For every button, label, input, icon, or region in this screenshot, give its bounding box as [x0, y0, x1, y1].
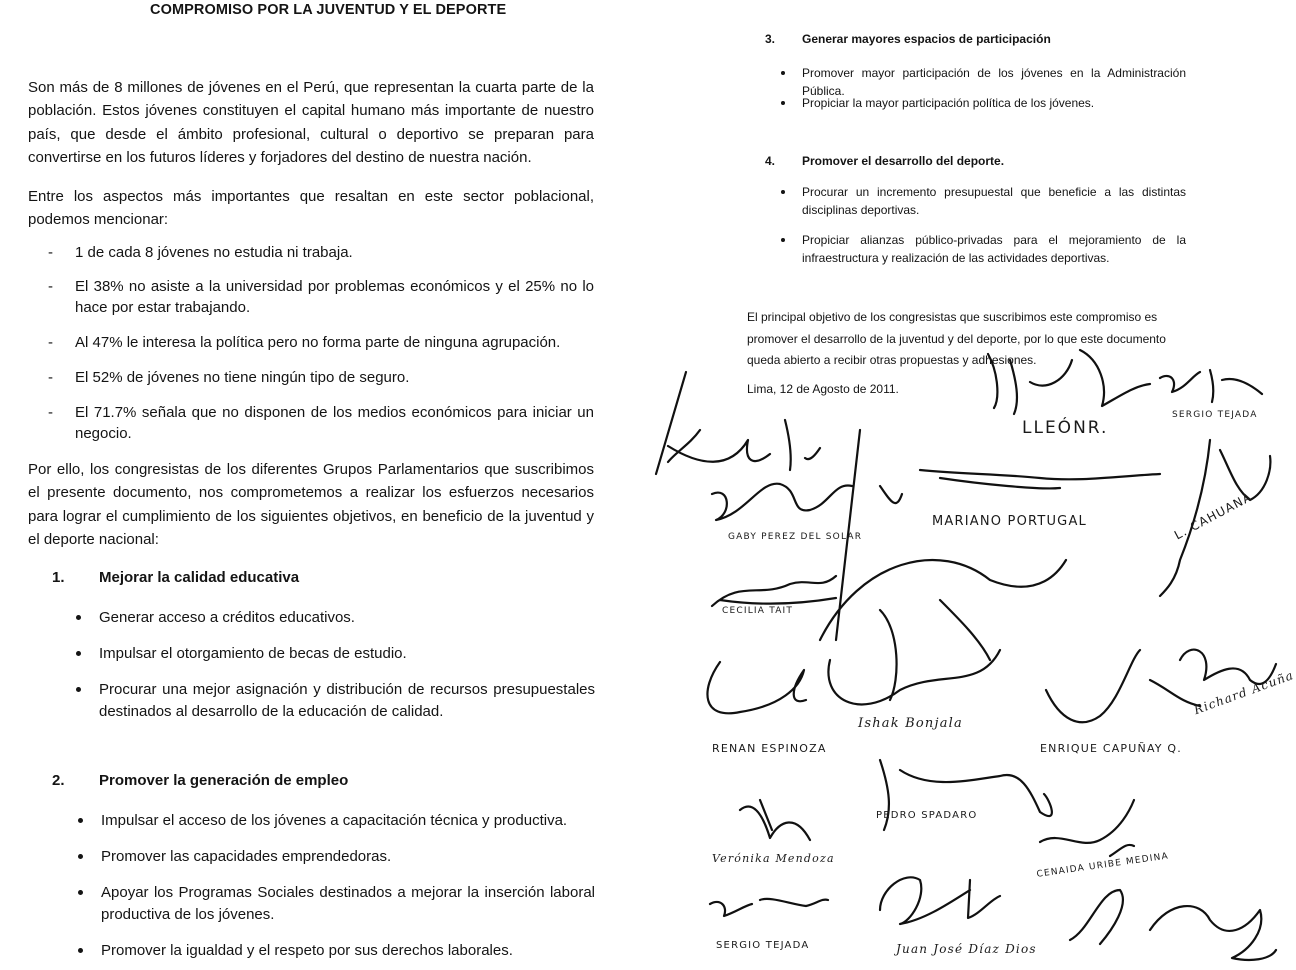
signature-name: ENRIQUE CAPUÑAY Q.	[1040, 742, 1182, 755]
dash-marker: -	[48, 404, 53, 421]
handwritten-signature	[712, 576, 836, 606]
bullet-text: Propiciar alianzas público-privadas para el mejoramiento de la infraestructura y realización de las actividades deportivas.	[802, 233, 1186, 265]
bullet-text: Impulsar el otorgamiento de becas de estudio.	[99, 645, 407, 662]
bullet-text: Propiciar la mayor participación política de los jóvenes.	[802, 96, 1095, 110]
signature-name: CENAIDA URIBE MEDINA	[1036, 851, 1170, 880]
signature-name: L. CAHUANA	[1172, 489, 1255, 543]
dash-marker: -	[48, 244, 53, 261]
section-title: Mejorar la calidad educativa	[99, 569, 300, 586]
handwritten-signature	[707, 662, 806, 713]
closing-paragraph: El principal objetivo de los congresistas que suscribimos este compromiso es promover el desarrollo de la juventud y del deporte, por lo que este documento queda abierto a recibir otras propuestas y adhesiones.	[747, 310, 1166, 367]
signature-name: MARIANO PORTUGAL	[932, 514, 1087, 529]
bullet-text: Apoyar los Programas Sociales destinados a mejorar la inserción laboral productiva de los jóvenes.	[101, 884, 595, 923]
place-date: Lima, 12 de Agosto de 2011.	[747, 382, 899, 396]
bullet-text: Promover mayor participación de los jóvenes en la Administración Pública.	[802, 66, 1186, 98]
aspects-intro-paragraph: Entre los aspectos más importantes que resaltan en este sector poblacional, podemos mencionar:	[28, 188, 594, 229]
section-title: Generar mayores espacios de participación	[802, 32, 1051, 46]
handwritten-signature	[1150, 906, 1276, 960]
signature-name: CECILIA TAIT	[722, 606, 794, 616]
document-title: COMPROMISO POR LA JUVENTUD Y EL DEPORTE	[150, 2, 507, 18]
handwritten-signature	[656, 372, 820, 474]
section-number: 2.	[52, 772, 65, 789]
fact-text: El 52% de jóvenes no tiene ningún tipo de seguro.	[75, 369, 410, 386]
section-number: 3.	[765, 32, 776, 46]
bullet-text: Procurar un incremento presupuestal que beneficie a las distintas disciplinas deportivas.	[802, 185, 1186, 217]
commitment-paragraph: Por ello, los congresistas de los diferentes Grupos Parlamentarios que suscribimos el presente documento, nos comprometemos a realizar los esfuerzos necesarios para lograr el cumplimiento de los siguientes objetivos, en beneficio de la juventud y el deporte nacional:	[28, 461, 594, 548]
signature-name: GABY PEREZ DEL SOLAR	[728, 532, 863, 542]
section-title: Promover el desarrollo del deporte.	[802, 154, 1005, 168]
signature-name: PEDRO SPADARO	[876, 810, 978, 821]
section-title: Promover la generación de empleo	[99, 772, 349, 789]
bullet-text: Promover la igualdad y el respeto por sus derechos laborales.	[101, 942, 513, 959]
bullet-text: Promover las capacidades emprendedoras.	[101, 848, 392, 865]
fact-text: 1 de cada 8 jóvenes no estudia ni trabaja.	[75, 244, 353, 261]
handwritten-signature	[1160, 370, 1262, 402]
bullet-text: Impulsar el acceso de los jóvenes a capacitación técnica y productiva.	[101, 812, 568, 829]
section-number: 1.	[52, 569, 65, 586]
signature-name: SERGIO TEJADA	[716, 940, 810, 951]
signature-name: Juan José Díaz Dios	[896, 942, 1037, 956]
signature-name: Richard Acuña	[1192, 667, 1296, 718]
signature-name: Verónika Mendoza	[712, 852, 835, 865]
fact-text: El 38% no asiste a la universidad por problemas económicos y el 25% no lo hace por estar trabajando.	[75, 278, 594, 316]
section-number: 4.	[765, 154, 776, 168]
handwritten-signature	[920, 470, 1160, 488]
bullet-text: Generar acceso a créditos educativos.	[99, 609, 355, 626]
handwritten-signature	[988, 350, 1150, 414]
handwritten-signature	[820, 560, 1066, 704]
signature-name: LLEÓNR.	[1022, 418, 1109, 438]
dash-marker: -	[48, 369, 53, 386]
signature-name: SERGIO TEJADA	[1172, 410, 1258, 420]
dash-marker: -	[48, 278, 53, 295]
fact-text: El 71.7% señala que no disponen de los medios económicos para iniciar un negocio.	[75, 404, 594, 442]
handwritten-signature	[710, 899, 828, 916]
handwritten-signature	[740, 800, 810, 840]
handwritten-signature	[880, 877, 1000, 924]
handwritten-signature	[1070, 890, 1123, 944]
fact-text: Al 47% le interesa la política pero no forma parte de ninguna agrupación.	[75, 334, 561, 351]
bullet-text: Procurar una mejor asignación y distribución de recursos presupuestales destinados al desarrollo de la educación de calidad.	[99, 681, 595, 720]
intro-paragraph: Son más de 8 millones de jóvenes en el Perú, que representan la cuarta parte de la población. Estos jóvenes constituyen el capital humano más importante de nuestro país, que desde el ámbito profesional, cultural o deportivo se preparan para convertirse en los futuros líderes y forjadores del destino de nuestra nación.	[28, 79, 594, 166]
handwritten-signature	[1046, 650, 1200, 722]
signature-name: Ishak Bonjala	[858, 716, 963, 731]
handwritten-signature	[1040, 800, 1134, 856]
signature-name: RENAN ESPINOZA	[712, 742, 827, 755]
dash-marker: -	[48, 334, 53, 351]
